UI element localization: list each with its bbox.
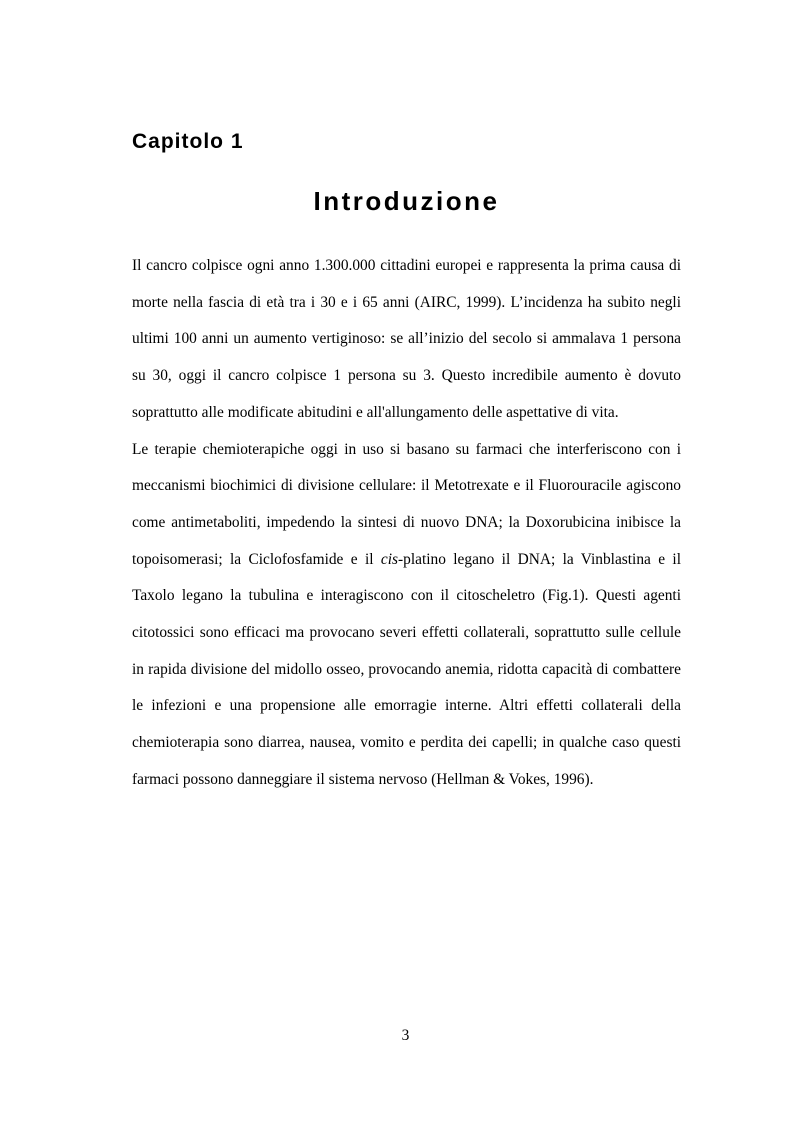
paragraph-2-part-1: Le terapie chemioterapiche oggi in uso si basano su farmaci che interferiscono con i meccanismi biochimici di divisione cellulare: il Metotrexate e il Fluorouracile agiscono come antimetaboliti, impedendo la sintesi di nuovo DNA; la Doxorubicina inibisce la topoisomerasi; la Ciclofosfamide e il (132, 440, 681, 568)
chapter-label: Capitolo 1 (132, 130, 244, 153)
paragraph-2 (132, 432, 681, 799)
paragraph-2-part-2: -platino legano il DNA; la Vinblastina e il Taxolo legano la tubulina e interagiscono con il citoscheletro (Fig.1). Questi agenti citotossici sono efficaci ma provocano severi effetti collaterali, soprattutto sulle cellule in rapida divisione del midollo osseo, provocando anemia, ridotta capacità di combattere le infezioni e una propensione alle emorragie interne. Altri effetti collaterali della chemioterapia sono diarrea, nausea, vomito e perdita dei capelli; in qualche caso questi farmaci possono danneggiare il sistema nervoso (Hellman & Vokes, 1996). (132, 550, 681, 788)
paragraph-2-italic-term: cis (380, 550, 399, 568)
body-text (132, 248, 681, 799)
paragraph-1: Il cancro colpisce ogni anno 1.300.000 cittadini europei e rappresenta la prima causa di morte nella fascia di età tra i 30 e i 65 anni (AIRC, 1999). L’incidenza ha subito negli ultimi 100 anni un aumento vertiginoso: se all’inizio del secolo si ammalava 1 persona su 30, oggi il cancro colpisce 1 persona su 3. Questo incredibile aumento è dovuto soprattutto alle modificate abitudini e all'allungamento delle aspettative di vita. (132, 257, 681, 421)
page-number: 3 (401, 1027, 410, 1044)
chapter-title: Introduzione (313, 186, 500, 216)
